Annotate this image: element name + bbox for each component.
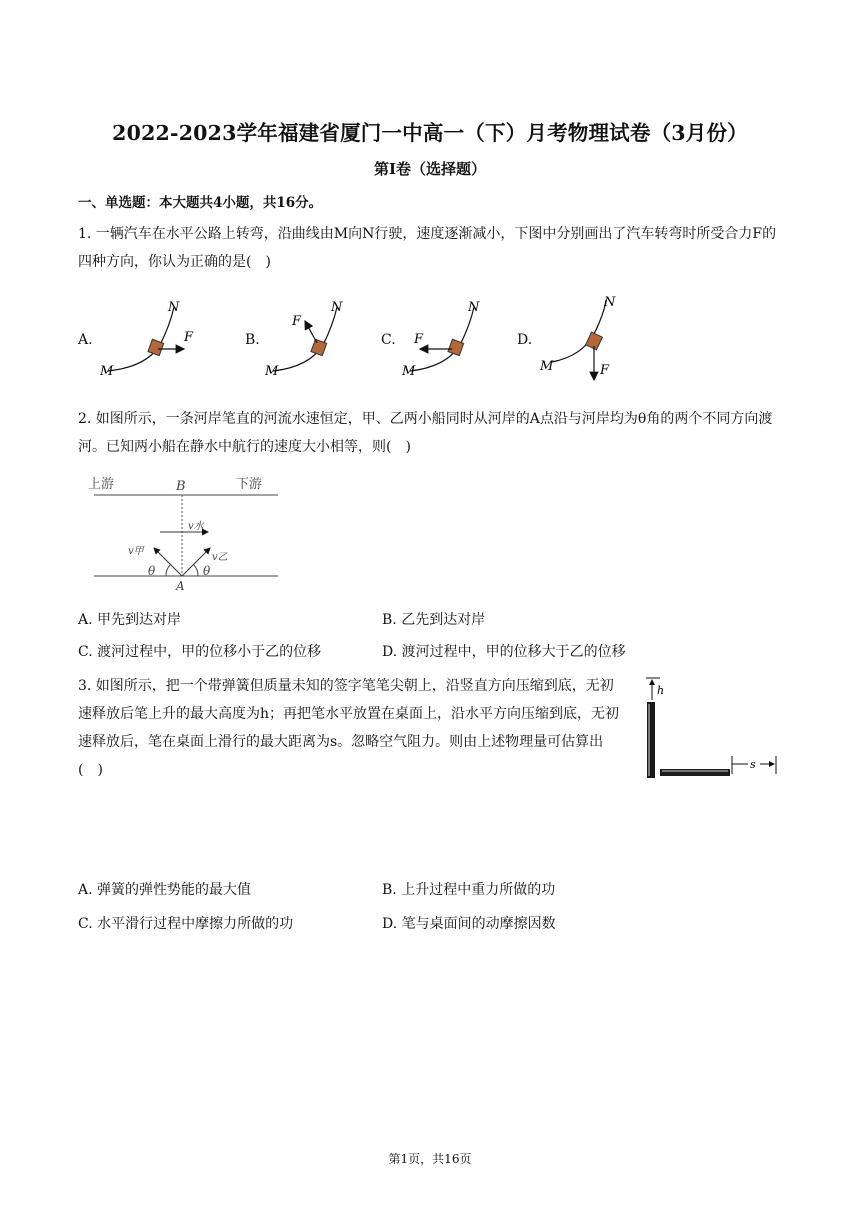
question-3-stem: 3. 如图所示，把一个带弹簧但质量未知的签字笔笔尖朝上，沿竖直方向压缩到底，无初速释放后笔上升的最大高度为h；再把笔水平放置在桌面上，沿水平方向压缩到底，无初速释放后，笔在桌面上滑行的最大距离为s。忽略空气阻力。则由上述物理量可估算出( ) [78, 678, 620, 778]
q3-option-b: B. 上升过程中重力所做的功 [382, 882, 556, 898]
q1-d-force-label: F [600, 363, 610, 378]
question-2-stem: 2. 如图所示，一条河岸笔直的河流水速恒定，甲、乙两小船同时从河岸的A点沿与河岸均为θ角的两个不同方向渡河。已知两小船在静水中航行的速度大小相等，则( ) [78, 411, 773, 455]
q1-c-force-label: F [414, 332, 424, 347]
point-a-label: A [176, 579, 185, 593]
q1-option-a-label: A. [78, 332, 93, 348]
q1-a-end-label: N [168, 300, 180, 315]
angle-right-label: θ [203, 564, 211, 578]
page-footer: 第1页，共16页 [388, 1152, 472, 1166]
q2-option-c: C. 渡河过程中，甲的位移小于乙的位移 [78, 644, 322, 660]
part-heading: 第I卷（选择题） [373, 160, 487, 178]
q2-option-d: D. 渡河过程中，甲的位移大于乙的位移 [382, 644, 626, 660]
q1-c-end-label: N [468, 300, 480, 315]
q1-b-start-label: M [265, 364, 279, 379]
downstream-label: 下游 [236, 477, 263, 492]
upstream-label: 上游 [88, 477, 115, 492]
q2-river-figure [84, 474, 284, 596]
q1-b-force-label: F [292, 314, 302, 329]
q1-figure-a [96, 295, 206, 385]
page-title: 2022-2023学年福建省厦门一中高一（下）月考物理试卷（3月份） [112, 121, 748, 145]
q1-option-b-label: B. [245, 332, 260, 348]
q1-a-force-label: F [184, 330, 194, 345]
q2-option-a: A. 甲先到达对岸 [78, 612, 182, 628]
q1-d-end-label: N [604, 295, 616, 310]
q1-option-c-label: C. [381, 332, 396, 348]
q1-d-start-label: M [540, 359, 554, 374]
section-heading: 一、单选题：本大题共4小题，共16分。 [78, 195, 323, 211]
q1-a-start-label: M [100, 364, 114, 379]
q1-c-start-label: M [402, 364, 416, 379]
question-1-stem: 1. 一辆汽车在水平公路上转弯，沿曲线由M向N行驶，速度逐渐减小，下图中分别画出了汽车转弯时所受合力F的四种方向，你认为正确的是( ) [78, 226, 777, 270]
q3-h-label: h [657, 684, 665, 697]
q1-figure-c [402, 295, 512, 385]
q3-option-c: C. 水平滑行过程中摩擦力所做的功 [78, 916, 294, 932]
v-water-label: v水 [188, 521, 204, 532]
q1-figure-b [265, 295, 375, 385]
v-yi-label: v乙 [212, 552, 228, 563]
q3-pen-figure [632, 674, 782, 786]
q1-figure-d [538, 290, 648, 390]
q2-option-b: B. 乙先到达对岸 [382, 612, 486, 628]
q3-s-label: s [750, 758, 756, 771]
angle-left-label: θ [148, 564, 156, 578]
q1-b-end-label: N [331, 300, 343, 315]
q3-option-d: D. 笔与桌面间的动摩擦因数 [382, 916, 556, 932]
q3-option-a: A. 弹簧的弹性势能的最大值 [78, 882, 252, 898]
v-jia-label: v甲 [128, 546, 144, 557]
q1-option-d-label: D. [517, 332, 533, 348]
point-b-label: B [176, 479, 186, 494]
